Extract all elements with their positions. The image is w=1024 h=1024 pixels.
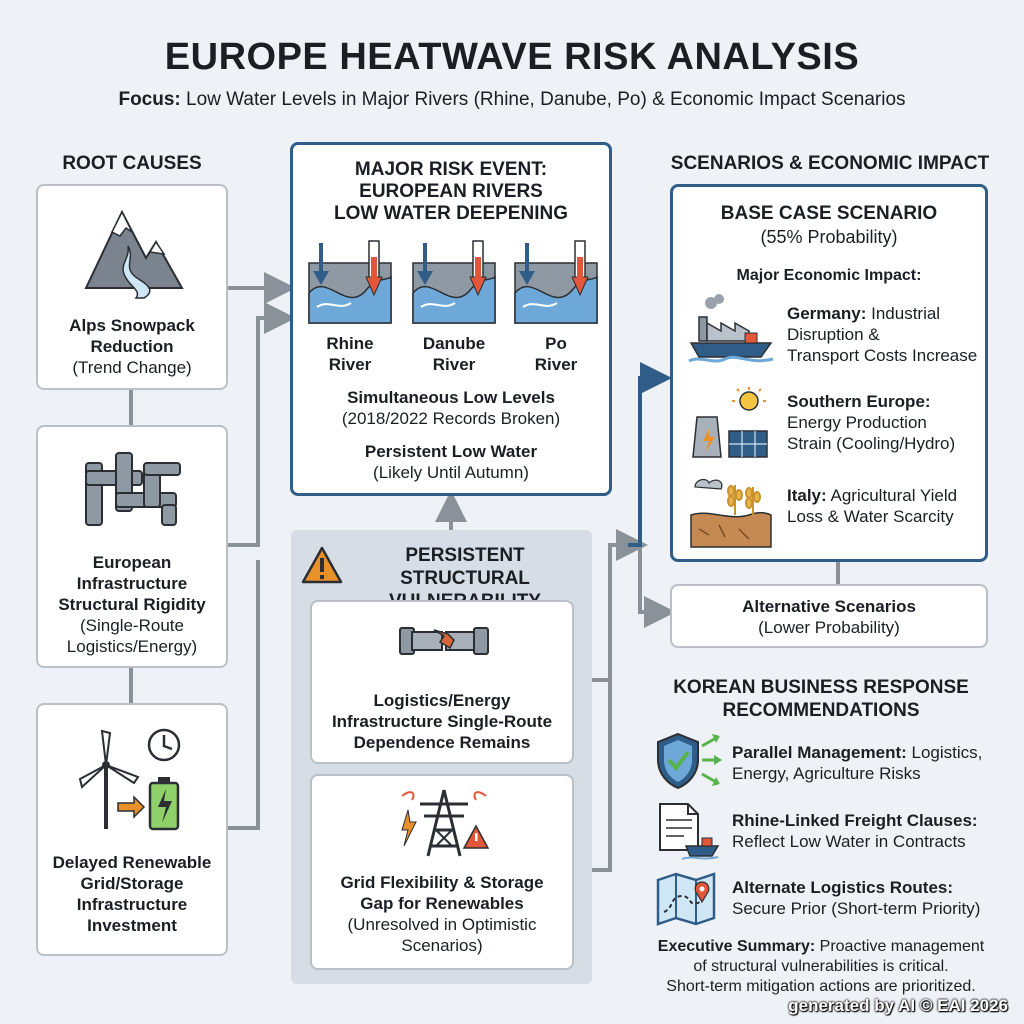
- reco-parallel-management: Parallel Management: Logistics, Energy, Agriculture Risks: [732, 743, 983, 783]
- crop-drought-icon: [689, 475, 773, 549]
- snowpack-line2: Reduction: [90, 337, 174, 356]
- root-cause-card-infrastructure: [36, 425, 228, 668]
- base-case-title: BASE CASE SCENARIO: [720, 203, 938, 224]
- scenarios-heading: SCENARIOS & ECONOMIC IMPACT: [670, 153, 990, 174]
- danube-river-icon: [411, 241, 497, 325]
- executive-summary: Executive Summary: Proactive management of structural vulnerabilities is critical. Short-term mitigation actions are prioritized.: [657, 938, 985, 995]
- grid-note2: Scenarios): [401, 936, 483, 955]
- impact-southern-europe: Southern Europe: Energy Production Strain (Cooling/Hydro): [787, 392, 956, 453]
- fact2-note: (Likely Until Autumn): [373, 463, 529, 482]
- grid-line2: Gap for Renewables: [360, 894, 524, 913]
- risk-title-line1: MAJOR RISK EVENT:: [354, 159, 548, 180]
- vulnerability-title: PERSISTENT STRUCTURAL: [400, 545, 530, 589]
- base-case-probability: (55% Probability): [760, 227, 898, 247]
- danube-label: Danube River: [422, 334, 486, 374]
- broken-pipe-icon: [400, 620, 488, 662]
- risk-title-line3: LOW WATER DEEPENING: [334, 203, 568, 224]
- warning-icon: [301, 546, 343, 584]
- fact1-title: Simultaneous Low Levels: [347, 388, 555, 407]
- infra-line1: European: [92, 553, 172, 572]
- infra-note1: (Single-Route: [80, 616, 184, 635]
- factory-ship-icon: [689, 293, 773, 363]
- alternative-scenarios-card: [670, 584, 988, 648]
- logistics-line1: Logistics/Energy: [373, 691, 511, 710]
- vulnerability-panel: [291, 530, 592, 984]
- infra-line3: Structural Rigidity: [58, 595, 206, 614]
- alt-scenarios-note: (Lower Probability): [758, 618, 900, 637]
- po-river-icon: [513, 241, 599, 325]
- power-tower-icon: [398, 786, 490, 860]
- focus-label: Focus:: [118, 89, 181, 110]
- korean-heading: KOREAN BUSINESS RESPONSE RECOMMENDATIONS: [673, 677, 969, 721]
- alt-scenarios-title: Alternative Scenarios: [742, 597, 916, 616]
- renewable-line3: Infrastructure: [76, 895, 188, 914]
- vulnerability-card-grid: [310, 774, 574, 970]
- logistics-line3: Dependence Remains: [353, 733, 531, 752]
- root-causes-heading: ROOT CAUSES: [62, 153, 202, 174]
- contract-ship-icon: [656, 802, 720, 860]
- impact-germany: Germany: Industrial Disruption & Transport Costs Increase: [787, 304, 978, 365]
- fact2-title: Persistent Low Water: [364, 442, 538, 461]
- logistics-line2: Infrastructure Single-Route: [331, 712, 553, 731]
- wind-turbine-battery-clock-icon: [78, 725, 190, 833]
- power-plant-solar-icon: [689, 387, 773, 461]
- infra-line2: Infrastructure: [76, 574, 188, 593]
- ai-watermark: generated by AI © EAI 2026: [788, 996, 1008, 1015]
- po-label: Po River: [534, 334, 578, 374]
- renewable-line2: Grid/Storage: [80, 874, 184, 893]
- mountain-snow-icon: [84, 206, 184, 298]
- major-risk-event-card: [290, 142, 612, 496]
- reco-alternate-routes: Alternate Logistics Routes: Secure Prior (Short-term Priority): [732, 878, 981, 918]
- impact-italy: Italy: Agricultural Yield Loss & Water Scarcity: [787, 486, 958, 526]
- shield-check-icon: [654, 732, 722, 790]
- root-cause-card-renewable: [36, 703, 228, 956]
- rhine-label: Rhine River: [326, 334, 374, 374]
- reco-freight-clauses: Rhine-Linked Freight Clauses: Reflect Low Water in Contracts: [732, 811, 978, 851]
- rhine-river-icon: [307, 241, 393, 325]
- route-map-icon: [656, 872, 718, 926]
- renewable-line4: Investment: [87, 916, 177, 935]
- renewable-line1: Delayed Renewable: [52, 853, 212, 872]
- vulnerability-card-logistics: [310, 600, 574, 764]
- risk-title-line2: EUROPEAN RIVERS: [359, 181, 543, 202]
- root-cause-card-snowpack: [36, 184, 228, 390]
- snowpack-note: (Trend Change): [72, 358, 192, 377]
- snowpack-line1: Alps Snowpack: [69, 316, 195, 335]
- base-case-card: [670, 184, 988, 562]
- grid-line1: Grid Flexibility & Storage: [340, 873, 544, 892]
- infra-note2: Logistics/Energy): [66, 637, 198, 656]
- focus-text: Low Water Levels in Major Rivers (Rhine, Danube, Po) & Economic Impact Scenarios: [186, 89, 906, 110]
- fact1-note: (2018/2022 Records Broken): [341, 409, 561, 428]
- pipes-icon: [82, 449, 186, 529]
- impact-heading: Major Economic Impact:: [736, 267, 922, 284]
- grid-note1: (Unresolved in Optimistic: [347, 915, 537, 934]
- page-title: EUROPE HEATWAVE RISK ANALYSIS: [164, 36, 860, 78]
